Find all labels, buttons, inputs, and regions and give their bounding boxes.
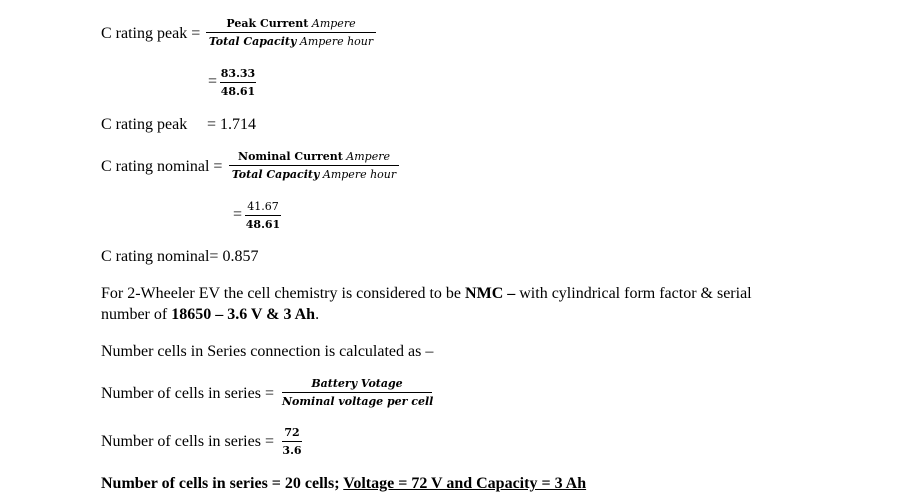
fraction-bar: [220, 82, 256, 83]
fraction-numerator: Peak Current Ampere: [226, 17, 356, 30]
fraction-bar: [282, 441, 302, 442]
cell-chemistry-line-1: For 2-Wheeler EV the cell chemistry is considered to be NMC – with cylindrical form factor & serial: [101, 285, 752, 302]
c-rating-peak-result-value: = 1.714: [207, 116, 257, 133]
series-formula-label: Number of cells in series =: [101, 385, 274, 402]
series-conclusion: Number of cells in series = 20 cells; Voltage = 72 V and Capacity = 3 Ah: [101, 475, 587, 492]
c-rating-nominal-label: C rating nominal =: [101, 158, 223, 175]
series-formula-fraction: [282, 377, 432, 408]
fraction-numerator: Battery Votage: [311, 377, 403, 390]
fraction-denominator: 48.61: [220, 85, 256, 98]
series-intro: Number cells in Series connection is calculated as –: [101, 343, 434, 360]
fraction-bar: [206, 32, 376, 33]
fraction-denominator: 3.6: [282, 444, 302, 457]
c-rating-peak-result-label: C rating peak: [101, 116, 188, 133]
fraction-denominator: Nominal voltage per cell: [282, 395, 434, 408]
c-rating-peak-step-equals: =: [208, 73, 218, 90]
c-rating-nominal-step-equals: =: [233, 206, 243, 223]
fraction-numerator: 83.33: [220, 67, 256, 80]
fraction-numerator: Nominal Current Ampere: [238, 150, 390, 163]
fraction-denominator: Total Capacity Ampere hour: [231, 168, 397, 181]
fraction-denominator: 48.61: [245, 218, 281, 231]
c-rating-nominal-step-fraction: [245, 200, 281, 231]
fraction-bar: [229, 165, 399, 166]
fraction-bar: [282, 392, 432, 393]
fraction-denominator: Total Capacity Ampere hour: [208, 35, 374, 48]
c-rating-peak-step-fraction: [220, 67, 256, 98]
c-rating-nominal-fraction: [229, 150, 399, 181]
c-rating-peak-label: C rating peak =: [101, 25, 201, 42]
series-step-label: Number of cells in series =: [101, 433, 274, 450]
fraction-numerator: 41.67: [247, 200, 279, 213]
series-step-fraction: [282, 426, 302, 457]
c-rating-peak-fraction: [206, 17, 376, 48]
cell-chemistry-line-2: number of 18650 – 3.6 V & 3 Ah.: [101, 306, 320, 323]
c-rating-nominal-result: C rating nominal= 0.857: [101, 248, 259, 265]
fraction-bar: [245, 215, 281, 216]
fraction-numerator: 72: [284, 426, 300, 439]
